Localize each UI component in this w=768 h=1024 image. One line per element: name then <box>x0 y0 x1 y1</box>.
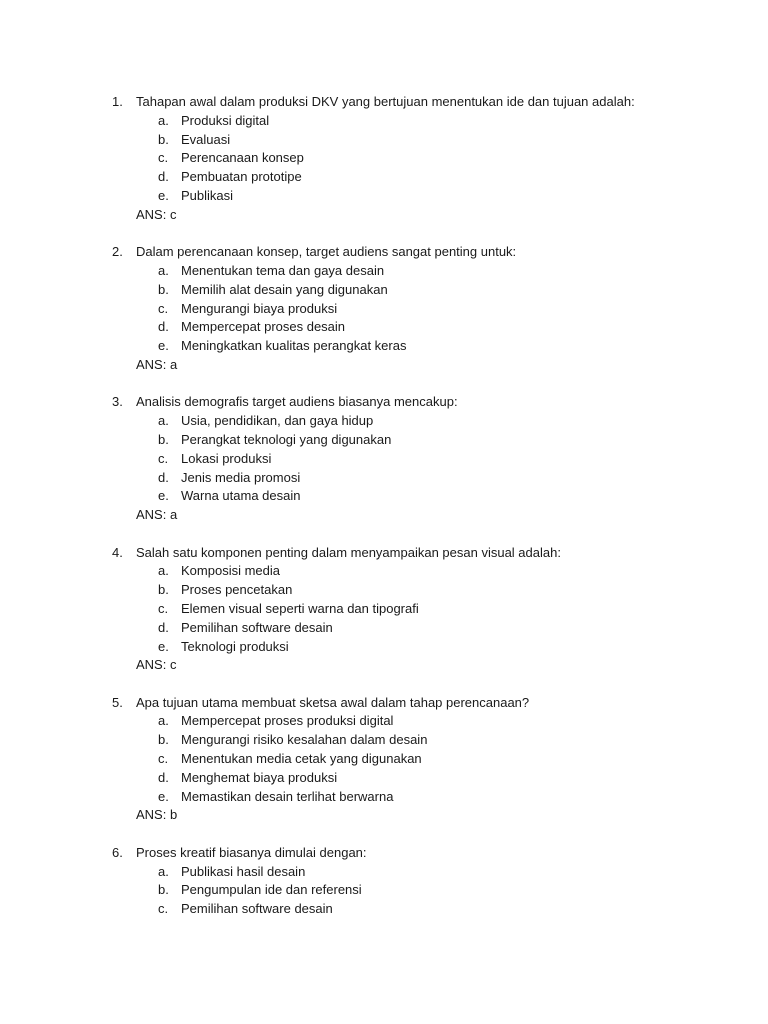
answer-option <box>0 750 768 769</box>
answer-option <box>0 168 768 187</box>
answer-key: ANS: a <box>136 507 178 523</box>
question-list <box>0 93 768 938</box>
answer-option <box>0 431 768 450</box>
option-text: Komposisi media <box>181 563 280 579</box>
option-letter: b. <box>158 281 169 297</box>
answer-key: ANS: c <box>136 657 177 673</box>
option-text: Menentukan media cetak yang digunakan <box>181 751 422 767</box>
option-letter: c. <box>158 150 169 166</box>
option-text: Pembuatan prototipe <box>181 169 302 185</box>
option-text: Pemilihan software desain <box>181 619 333 635</box>
option-letter: e. <box>158 488 169 504</box>
option-letter: d. <box>158 769 169 785</box>
answer-option <box>0 769 768 788</box>
question-number: 2. <box>112 244 123 260</box>
option-text: Lokasi produksi <box>181 450 272 466</box>
question-text: Tahapan awal dalam produksi DKV yang bertujuan menentukan ide dan tujuan adalah: <box>136 94 635 109</box>
option-text: Perangkat teknologi yang digunakan <box>181 431 392 447</box>
option-text: Pengumpulan ide dan referensi <box>181 882 362 898</box>
option-letter: e. <box>158 338 169 354</box>
answer-option <box>0 638 768 657</box>
option-letter: a. <box>158 112 169 128</box>
option-letter: b. <box>158 882 169 898</box>
option-letter: b. <box>158 732 169 748</box>
option-letter: e. <box>158 638 169 654</box>
option-text: Perencanaan konsep <box>181 150 304 166</box>
option-letter: b. <box>158 582 169 598</box>
question-number: 1. <box>112 94 123 109</box>
answer-option <box>0 300 768 319</box>
answer-option <box>0 487 768 506</box>
option-letter: c. <box>158 450 169 466</box>
question-4 <box>0 544 768 676</box>
answer-option <box>0 562 768 581</box>
option-letter: c. <box>158 751 169 767</box>
option-text: Mengurangi risiko kesalahan dalam desain <box>181 732 428 748</box>
answer-option <box>0 600 768 619</box>
option-letter: b. <box>158 431 169 447</box>
option-text: Pemilihan software desain <box>181 901 333 917</box>
option-letter: d. <box>158 319 169 335</box>
question-text: Salah satu komponen penting dalam menyampaikan pesan visual adalah: <box>136 544 561 560</box>
option-letter: a. <box>158 863 169 879</box>
option-letter: d. <box>158 619 169 635</box>
option-letter: c. <box>158 600 169 616</box>
question-5 <box>0 694 768 826</box>
question-number: 3. <box>112 394 123 410</box>
option-letter: e. <box>158 187 169 203</box>
answer-key: ANS: c <box>136 206 177 222</box>
option-text: Publikasi hasil desain <box>181 863 306 879</box>
question-stem <box>0 694 768 713</box>
option-text: Menentukan tema dan gaya desain <box>181 262 385 278</box>
option-text: Memastikan desain terlihat berwarna <box>181 788 394 804</box>
option-text: Meningkatkan kualitas perangkat keras <box>181 338 407 354</box>
answer-option <box>0 337 768 356</box>
option-letter: e. <box>158 788 169 804</box>
answer-option <box>0 788 768 807</box>
question-3 <box>0 393 768 525</box>
answer-option <box>0 619 768 638</box>
option-text: Proses pencetakan <box>181 582 293 598</box>
question-stem <box>0 544 768 563</box>
option-letter: a. <box>158 262 169 278</box>
option-text: Mempercepat proses produksi digital <box>181 713 394 729</box>
option-text: Elemen visual seperti warna dan tipografi <box>181 600 419 616</box>
option-text: Produksi digital <box>181 112 270 128</box>
question-stem <box>0 393 768 412</box>
answer-option <box>0 149 768 168</box>
question-stem <box>0 93 768 112</box>
option-letter: d. <box>158 169 169 185</box>
option-text: Teknologi produksi <box>181 638 289 654</box>
option-letter: c. <box>158 901 169 917</box>
option-text: Memilih alat desain yang digunakan <box>181 281 388 297</box>
option-letter: a. <box>158 563 169 579</box>
option-letter: b. <box>158 131 169 147</box>
option-letter: d. <box>158 469 169 485</box>
question-stem <box>0 243 768 262</box>
option-letter: a. <box>158 713 169 729</box>
option-text: Usia, pendidikan, dan gaya hidup <box>181 413 374 429</box>
option-letter: a. <box>158 413 169 429</box>
option-text: Publikasi <box>181 187 234 203</box>
question-2 <box>0 243 768 375</box>
answer-key: ANS: b <box>136 807 178 823</box>
question-number: 5. <box>112 694 123 710</box>
answer-option <box>0 131 768 150</box>
answer-option <box>0 863 768 882</box>
answer-option <box>0 318 768 337</box>
answer-option <box>0 262 768 281</box>
question-text: Apa tujuan utama membuat sketsa awal dalam tahap perencanaan? <box>136 694 530 710</box>
option-text: Mengurangi biaya produksi <box>181 300 338 316</box>
question-6 <box>0 844 768 919</box>
answer-option <box>0 187 768 206</box>
option-text: Evaluasi <box>181 131 231 147</box>
answer-key: ANS: a <box>136 356 178 372</box>
answer-option <box>0 281 768 300</box>
option-text: Mempercepat proses desain <box>181 319 346 335</box>
answer-option <box>0 112 768 131</box>
option-text: Jenis media promosi <box>181 469 301 485</box>
question-1 <box>0 93 768 225</box>
question-text: Proses kreatif biasanya dimulai dengan: <box>136 844 367 860</box>
question-number: 6. <box>112 844 123 860</box>
answer-option <box>0 581 768 600</box>
question-stem <box>0 844 768 863</box>
answer-option <box>0 412 768 431</box>
answer-option <box>0 712 768 731</box>
option-text: Warna utama desain <box>181 488 301 504</box>
question-number: 4. <box>112 544 123 560</box>
answer-option <box>0 731 768 750</box>
question-text: Dalam perencanaan konsep, target audiens sangat penting untuk: <box>136 244 517 260</box>
option-text: Menghemat biaya produksi <box>181 769 338 785</box>
answer-option <box>0 450 768 469</box>
question-text: Analisis demografis target audiens biasanya mencakup: <box>136 394 458 410</box>
option-letter: c. <box>158 300 169 316</box>
answer-option <box>0 469 768 488</box>
answer-option <box>0 881 768 900</box>
answer-option <box>0 900 768 919</box>
